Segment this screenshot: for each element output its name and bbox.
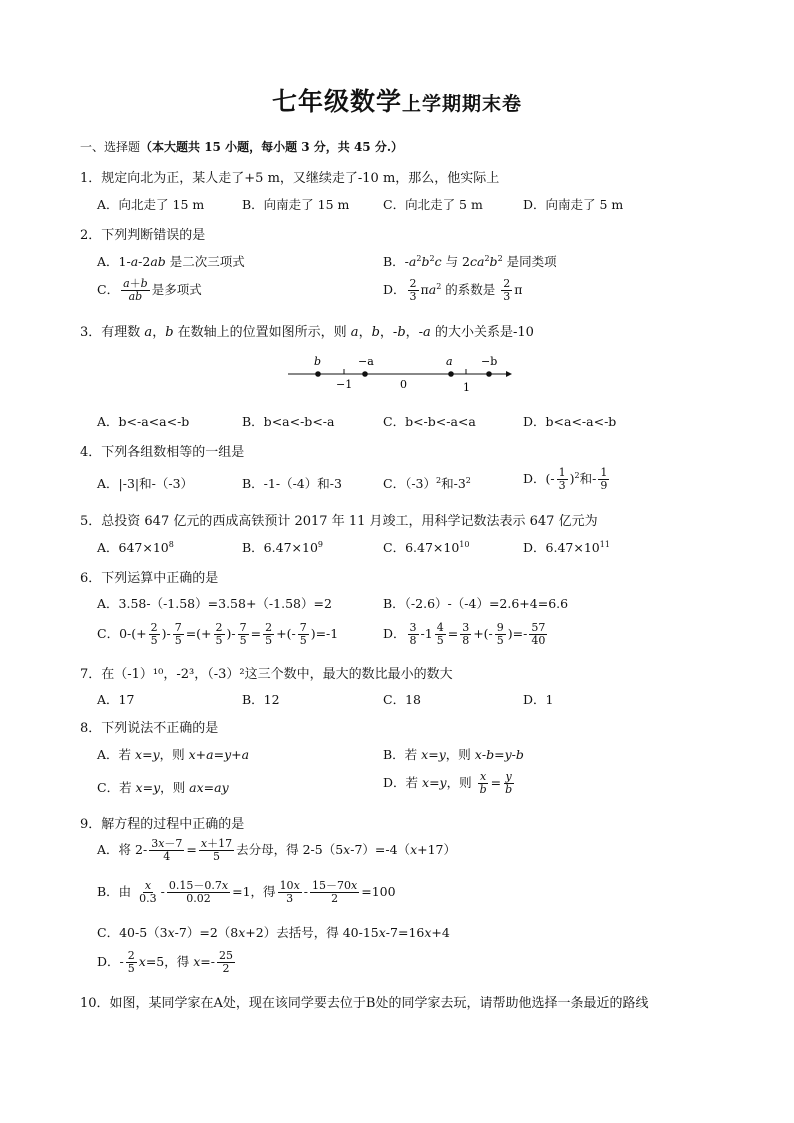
title-main: 七年级数学 — [271, 87, 402, 116]
q3-option-c: C．b<-b<-a<a — [383, 414, 476, 429]
q3-option-b: B．b<a<-b<-a — [242, 414, 335, 429]
q8-option-b: B．若 x=y，则 x-b=y-b — [383, 747, 524, 762]
section-label: 一、选择题 — [80, 140, 141, 154]
number-line-arrow — [506, 371, 512, 377]
q6-option-d: D． $\frac{3}{8}$ -1 $\frac{4}{5}$ = $\frac{3}{8}$ +(- $\frac{9}{5}$ )=- $\frac{57}{40}$ — [383, 621, 546, 647]
q9-stem: 9．解方程的过程中正确的是 — [80, 817, 245, 832]
q8-option-c: C．若 x=y，则 ax=ay — [97, 780, 229, 795]
q5-option-d: D．$6.47\times 10^{11}$ — [523, 540, 610, 555]
section-note: （本大题共 15 小题，每小题 3 分，共 45 分.） — [140, 140, 404, 154]
q1-option-b: B．向南走了 15 m — [242, 197, 350, 212]
page-title — [0, 82, 794, 118]
q5-option-c: C．$6.47\times 10^{10}$ — [383, 540, 470, 555]
q2-option-c: C． $\frac{a+b}{ab}$ 是多项式 — [97, 277, 202, 303]
q6-stem: 6．下列运算中正确的是 — [80, 571, 219, 586]
q1-option-a: A．向北走了 15 m — [97, 197, 205, 212]
point-b — [315, 371, 321, 377]
q1-option-d: D．向南走了 5 m — [523, 197, 624, 212]
q4-stem: 4．下列各组数相等的一组是 — [80, 445, 245, 460]
q6-option-c: C．0-(+ $\frac{2}{5}$ )- $\frac{7}{5}$ =(+ $\frac{2}{5}$ )- $\frac{7}{5}$ = $\frac{2}{5}$ +(- $\frac{7}{5}$ )=-1 — [97, 621, 339, 647]
q5-option-a: A．$647\times 10^8$ — [97, 540, 174, 555]
q3-option-a: A．b<-a<a<-b — [97, 414, 190, 429]
q2-stem: 2．下列判断错误的是 — [80, 228, 206, 243]
point-neg-a — [362, 371, 368, 377]
q9-option-d: D．- $\frac{2}{5}$ x=5，得 x=- $\frac{25}{2}$ — [97, 949, 233, 975]
label-neg-b: −b — [481, 355, 498, 368]
q4-option-b: B．-1-（-4）和-3 — [242, 476, 342, 491]
q1-option-c: C．向北走了 5 m — [383, 197, 483, 212]
q2-option-d: D． $\frac{2}{3}$ $\pi a^2$ 的系数是 $\frac{2}{3}$ π — [383, 277, 523, 303]
q7-option-b: B．12 — [242, 692, 280, 707]
q7-option-a: A．17 — [97, 692, 135, 707]
q9-option-b: B．由 $\frac{x}{0.3}$ - $\frac{0.15-0.7x}{0.02}$ =1，得 $\frac{10x}{3}$ - $\frac{15-70x}{2}$ =100 — [97, 879, 396, 905]
q5-stem: 5．总投资 647 亿元的西成高铁预计 2017 年 11 月竣工，用科学记数法表示 647 亿元为 — [80, 514, 598, 529]
label-neg-a: −a — [358, 355, 374, 368]
q8-option-d: D．若 x=y，则 $\frac{x}{b}$ = $\frac{y}{b}$ — [383, 770, 513, 796]
q8-stem: 8．下列说法不正确的是 — [80, 721, 219, 736]
title-sub: 上学期期末卷 — [402, 93, 523, 115]
number-line-figure — [288, 352, 513, 394]
q2-option-a: A．1-a-2ab 是二次三项式 — [97, 254, 245, 269]
q3-stem: 3．有理数 a，b 在数轴上的位置如图所示，则 a，b，-b，-a 的大小关系是-10 — [80, 325, 534, 340]
q9-option-c: C．40-5（3x-7）=2（8x+2）去括号，得 40-15x-7=16x+4 — [97, 925, 450, 940]
label-minus-one: −1 — [336, 378, 353, 391]
point-neg-b — [486, 371, 492, 377]
q3-option-d: D．b<a<-a<-b — [523, 414, 617, 429]
q6-option-a: A．3.58-（-1.58）=3.58+（-1.58）=2 — [97, 596, 332, 611]
q7-option-d: D．1 — [523, 692, 554, 707]
q6-option-b: B．（-2.6）-（-4）=2.6+4=6.6 — [383, 596, 569, 611]
q9-option-a: A．将 2- $\frac{3x-7}{4}$ = $\frac{x+17}{5}$ 去分母，得 2-5（5x-7）=-4（x+17） — [97, 837, 457, 863]
label-a: a — [446, 355, 453, 368]
q4-option-a: A．|-3|和-（-3） — [97, 476, 194, 491]
q2-option-b: B．$-a^2b^2c$ 与 $2ca^2b^2$ 是同类项 — [383, 254, 557, 269]
section-heading — [80, 138, 403, 155]
point-a — [448, 371, 454, 377]
q5-option-b: B．$6.47\times 10^9$ — [242, 540, 323, 555]
q7-option-c: C．18 — [383, 692, 421, 707]
q4-option-c: C．$(-3)^2$和$-3^2$ — [383, 476, 471, 491]
q8-option-a: A．若 x=y，则 x+a=y+a — [97, 747, 250, 762]
q1-stem: 1．规定向北为正，某人走了+5 m，又继续走了-10 m，那么，他实际上 — [80, 171, 500, 186]
q4-option-d: D．(- $\frac{1}{3}$ )$^2$和- $\frac{1}{9}$ — [523, 466, 608, 492]
q10-stem: 10．如图，某同学家在A处，现在该同学要去位于B处的同学家去玩，请帮助他选择一条最近的路线 — [80, 996, 649, 1011]
label-zero: 0 — [400, 378, 407, 391]
label-b: b — [314, 355, 322, 368]
label-one: 1 — [463, 381, 470, 394]
q7-stem: 7．在（-1）¹⁰，-2³，（-3）²这三个数中，最大的数比最小的数大 — [80, 667, 453, 682]
